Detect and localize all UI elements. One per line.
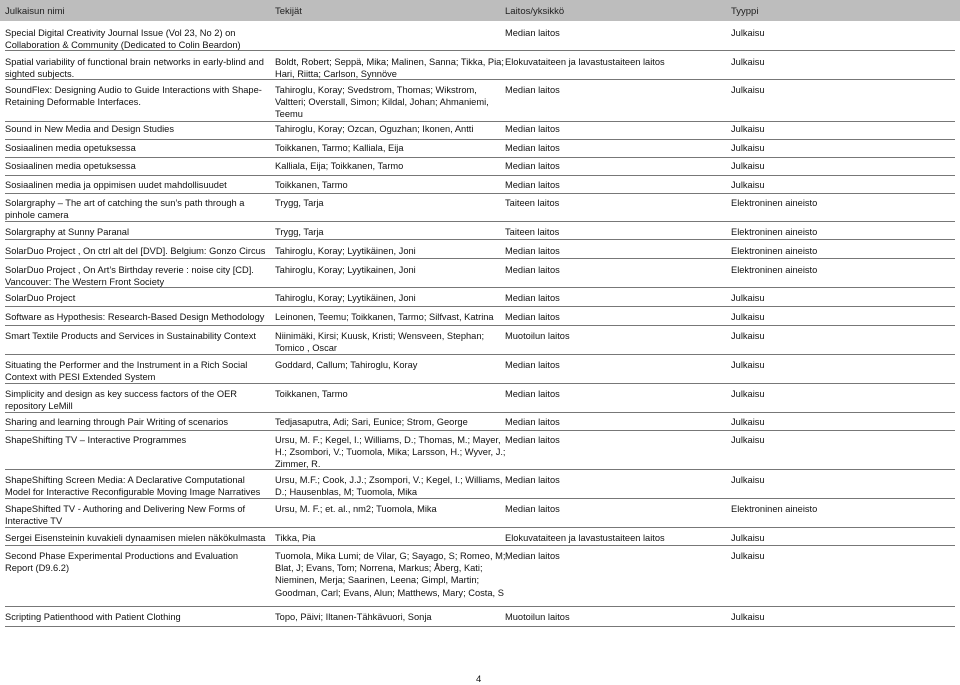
publication-type: Julkaisu <box>731 57 765 67</box>
row-divider <box>5 498 955 499</box>
publication-authors: Tahiroglu, Koray; Lyytikainen, Joni <box>275 265 416 275</box>
column-header-unit: Laitos/yksikkö <box>505 6 565 17</box>
publication-type: Julkaisu <box>731 180 765 190</box>
publication-authors: Tahiroglu, Koray; Lyytikäinen, Joni <box>275 293 416 303</box>
row-divider <box>5 469 955 470</box>
publication-title: Sound in New Media and Design Studies <box>5 124 174 134</box>
publication-authors: Toikkanen, Tarmo; Kalliala, Eija <box>275 143 404 153</box>
column-header-type: Tyyppi <box>731 6 759 17</box>
publication-unit: Median laitos <box>505 265 560 275</box>
publication-type: Julkaisu <box>731 389 765 399</box>
publication-authors: Ursu, M. F.; et. al., nm2; Tuomola, Mika <box>275 504 437 514</box>
publication-title: SoundFlex: Designing Audio to Guide Interactions with Shape-Retaining Deformable Interfaces. <box>5 85 262 108</box>
publication-unit: Elokuvataiteen ja lavastustaiteen laitos <box>505 57 665 67</box>
publication-title: Smart Textile Products and Services in Sustainability Context <box>5 331 256 341</box>
publication-unit: Median laitos <box>505 293 560 303</box>
publication-type: Elektroninen aineisto <box>731 198 818 208</box>
row-divider <box>5 430 955 431</box>
publication-unit: Median laitos <box>505 551 560 561</box>
publication-authors: Ursu, M.F.; Cook, J.J.; Zsompori, V.; Kegel, I.; Williams, D.; Hausenblas, M; Tuomola, Mika <box>275 475 503 498</box>
publication-authors: Topo, Päivi; Iltanen-Tähkävuori, Sonja <box>275 612 432 622</box>
publication-unit: Median laitos <box>505 161 560 171</box>
publication-title: ShapeShifted TV - Authoring and Delivering New Forms of Interactive TV <box>5 504 246 527</box>
publication-title: Spatial variability of functional brain networks in early-blind and sighted subjects. <box>5 57 264 80</box>
row-divider <box>5 139 955 140</box>
publication-authors: Tahiroglu, Koray; Ozcan, Oguzhan; Ikonen, Antti <box>275 124 474 134</box>
publication-type: Julkaisu <box>731 417 765 427</box>
publication-title: Situating the Performer and the Instrument in a Rich Social Context with PESI Extended System <box>5 360 248 383</box>
publication-type: Julkaisu <box>731 143 765 153</box>
publication-unit: Median laitos <box>505 28 560 38</box>
row-divider <box>5 221 955 222</box>
publication-type: Julkaisu <box>731 360 765 370</box>
publication-type: Julkaisu <box>731 533 765 543</box>
publication-unit: Taiteen laitos <box>505 198 560 208</box>
publication-unit: Median laitos <box>505 85 560 95</box>
row-divider <box>5 383 955 384</box>
publication-title: Sosiaalinen media opetuksessa <box>5 161 136 171</box>
row-divider <box>5 258 955 259</box>
publication-authors: Goddard, Callum; Tahiroglu, Koray <box>275 360 418 370</box>
publication-type: Julkaisu <box>731 475 765 485</box>
publication-title: Second Phase Experimental Productions and Evaluation Report (D9.6.2) <box>5 551 239 574</box>
publication-unit: Median laitos <box>505 312 560 322</box>
publication-title: Special Digital Creativity Journal Issue (Vol 23, No 2) on Collaboration & Community (Dedicated to Colin Beardon) <box>5 28 241 51</box>
publication-title: SolarDuo Project , On Art’s Birthday reverie : noise city [CD]. Vancouver: The Western Front Society <box>5 265 254 288</box>
publication-authors: Niinimäki, Kirsi; Kuusk, Kristi; Wensveen, Stephan; Tomico , Oscar <box>275 331 485 354</box>
column-header-title: Julkaisun nimi <box>5 6 65 17</box>
publication-authors: Trygg, Tarja <box>275 227 324 237</box>
publication-unit: Median laitos <box>505 180 560 190</box>
publication-title: Sharing and learning through Pair Writing of scenarios <box>5 417 229 427</box>
publication-unit: Elokuvataiteen ja lavastustaiteen laitos <box>505 533 665 543</box>
publication-unit: Median laitos <box>505 143 560 153</box>
publication-unit: Muotoilun laitos <box>505 331 570 341</box>
publication-authors: Leinonen, Teemu; Toikkanen, Tarmo; Silfvast, Katrina <box>275 312 494 322</box>
publication-authors: Ursu, M. F.; Kegel, I.; Williams, D.; Thomas, M.; Mayer, H.; Zsombori, V.; Tuomola, Mika; Larsson, H.; Wyver, J.; Zimmer, R. <box>275 435 506 470</box>
publication-title: Scripting Patienthood with Patient Clothing <box>5 612 181 622</box>
publication-title: ShapeShifting TV – Interactive Programmes <box>5 435 187 445</box>
publication-title: Sosiaalinen media opetuksessa <box>5 143 136 153</box>
publication-type: Julkaisu <box>731 312 765 322</box>
publication-title: Sergei Eisensteinin kuvakieli dynaamisen mielen näkökulmasta <box>5 533 266 543</box>
publication-unit: Median laitos <box>505 417 560 427</box>
table-header <box>0 0 960 21</box>
publication-type: Julkaisu <box>731 331 765 341</box>
publication-type: Julkaisu <box>731 28 765 38</box>
row-divider <box>5 606 955 607</box>
row-divider <box>5 527 955 528</box>
publication-unit: Median laitos <box>505 124 560 134</box>
publication-unit: Median laitos <box>505 360 560 370</box>
row-divider <box>5 175 955 176</box>
publication-type: Julkaisu <box>731 124 765 134</box>
row-divider <box>5 157 955 158</box>
publication-type: Elektroninen aineisto <box>731 227 818 237</box>
publication-authors: Toikkanen, Tarmo <box>275 180 348 190</box>
row-divider <box>5 325 955 326</box>
publication-type: Julkaisu <box>731 161 765 171</box>
publication-authors: Tahiroglu, Koray; Lyytikäinen, Joni <box>275 246 416 256</box>
publication-type: Elektroninen aineisto <box>731 504 818 514</box>
publication-authors: Tuomola, Mika Lumi; de Vilar, G; Sayago, S; Romeo, M; Blat, J; Evans, Tom; Norrena, Markus; Åberg, Kati; Nieminen, Merja; Saarinen, Leena; Gimpl, Martin; Goodman, Carl; Evans, Alun; Matthews, Mary; Costa, S <box>275 551 506 598</box>
column-header-authors: Tekijät <box>275 6 302 17</box>
row-divider <box>5 193 955 194</box>
publication-type: Julkaisu <box>731 435 765 445</box>
publication-type: Elektroninen aineisto <box>731 265 818 275</box>
publication-authors: Boldt, Robert; Seppä, Mika; Malinen, Sanna; Tikka, Pia; Hari, Riitta; Carlson, Synnöve <box>275 57 504 80</box>
row-divider <box>5 545 955 546</box>
row-divider <box>5 239 955 240</box>
publication-unit: Taiteen laitos <box>505 227 560 237</box>
row-divider <box>5 79 955 80</box>
row-divider <box>5 626 955 627</box>
publication-type: Julkaisu <box>731 551 765 561</box>
row-divider <box>5 287 955 288</box>
publication-authors: Trygg, Tarja <box>275 198 324 208</box>
publication-type: Julkaisu <box>731 85 765 95</box>
publication-title: SolarDuo Project , On ctrl alt del [DVD]. Belgium: Gonzo Circus <box>5 246 266 256</box>
row-divider <box>5 121 955 122</box>
publication-title: Solargraphy at Sunny Paranal <box>5 227 130 237</box>
row-divider <box>5 306 955 307</box>
publication-title: Sosiaalinen media ja oppimisen uudet mahdollisuudet <box>5 180 227 190</box>
publication-type: Elektroninen aineisto <box>731 246 818 256</box>
publication-title: Software as Hypothesis: Research-Based Design Methodology <box>5 312 265 322</box>
publication-type: Julkaisu <box>731 293 765 303</box>
publication-authors: Tahiroglu, Koray; Svedstrom, Thomas; Wikstrom, Valtteri; Overstall, Simon; Kildal, Johan; Ahmaniemi, Teemu <box>275 85 489 120</box>
publication-title: ShapeShifting Screen Media: A Declarative Computational Model for Interactive Reconfigurable Moving Image Narratives <box>5 475 261 498</box>
publication-title: SolarDuo Project <box>5 293 76 303</box>
publication-type: Julkaisu <box>731 612 765 622</box>
publication-unit: Median laitos <box>505 475 560 485</box>
row-divider <box>5 412 955 413</box>
publication-unit: Median laitos <box>505 435 560 445</box>
page-number: 4 <box>476 674 482 685</box>
publication-unit: Median laitos <box>505 389 560 399</box>
publication-title: Simplicity and design as key success factors of the OER repository LeMill <box>5 389 238 412</box>
publication-authors: Kalliala, Eija; Toikkanen, Tarmo <box>275 161 404 171</box>
publication-authors: Tedjasaputra, Adi; Sari, Eunice; Strom, George <box>275 417 468 427</box>
publication-unit: Muotoilun laitos <box>505 612 570 622</box>
publication-unit: Median laitos <box>505 246 560 256</box>
publication-authors: Toikkanen, Tarmo <box>275 389 348 399</box>
publication-unit: Median laitos <box>505 504 560 514</box>
row-divider <box>5 50 955 51</box>
row-divider <box>5 354 955 355</box>
publication-authors: Tikka, Pia <box>275 533 316 543</box>
publication-title: Solargraphy – The art of catching the sun’s path through a pinhole camera <box>5 198 245 221</box>
